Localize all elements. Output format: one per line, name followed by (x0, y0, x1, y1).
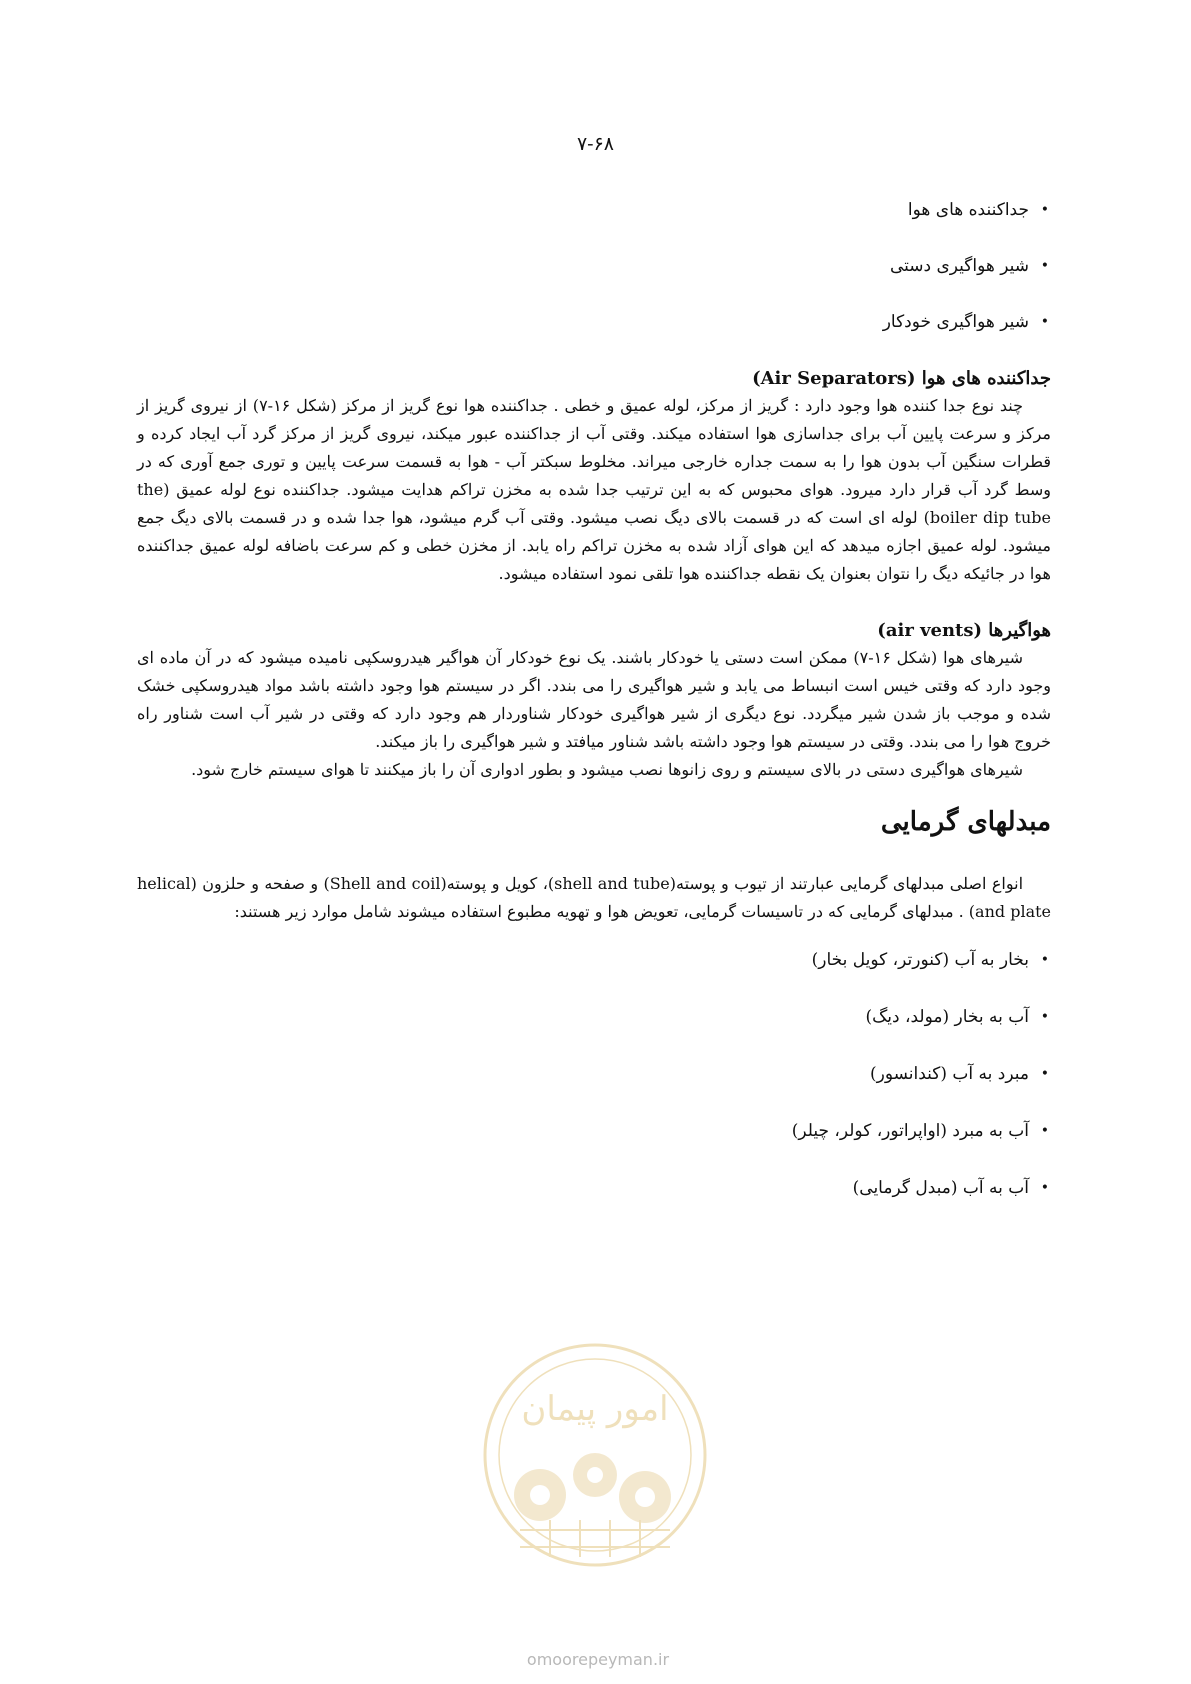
air-vents-paragraph: شیرهای هوا (شکل ۱۶-۷) ممکن است دستی یا خودکار باشند. یک نوع خودکار آن هواگیر هیدروسکپی نامیده میشود که در آن ماده ای وجود دارد که وقتی خیس است انبساط می یابد و شیر هواگیری را می بندد. اگر در سیستم هوا وجود داشته باشد مواد هیدروسکپی خشک شده و موجب باز شدن شیر میگردد. نوع دیگری از شیر هواگیری خودکار شناوردار هم وجود دارد که وقتی در شیر آب است شناور راه خروج هوا را می بندد. وقتی در سیستم هوا وجود داشته باشد شناور میافتد و شیر هواگیری را باز میکند. (137, 648, 1051, 751)
heat-exchanger-types-list (137, 948, 1051, 1200)
watermark-logo (480, 1325, 710, 1665)
watermark-logo-text: امور پیمان (521, 1389, 669, 1429)
page-content (137, 198, 1051, 1233)
air-separators-heading: جداکننده های هوا (Air Separators) (752, 368, 1051, 389)
list-item: • آب به مبرد (اواپراتور، کولر، چیلر) (137, 1119, 1051, 1143)
list-item: • آب به آب (مبدل گرمایی) (137, 1176, 1051, 1200)
heat-exchangers-heading: مبدلهای گرمایی (880, 807, 1051, 837)
list-item: • بخار به آب (کنورتر، کویل بخار) (137, 948, 1051, 972)
list-item: • شیر هواگیری دستی (137, 254, 1051, 278)
intro-bullet-list (137, 198, 1051, 334)
list-item: • مبرد به آب (کندانسور) (137, 1062, 1051, 1086)
list-item: • شیر هواگیری خودکار (137, 310, 1051, 334)
air-separators-paragraph: چند نوع جدا کننده هوا وجود دارد : گریز از مرکز، لوله عمیق و خطی . جداکننده هوا نوع گریز از مرکز (شکل ۱۶-۷) از نیروی گریز از مرکز و سرعت پایین آب برای جداسازی هوا استفاده میکند. وقتی آب از جداکننده عبور میکند، نیروی گریز از مرکز گرد آب ایجاد کرده و قطرات سنگین آب بدون هوا را به سمت جداره خارجی میراند. مخلوط سبکتر آب - هوا به قسمت سرعت پایین و توری جمع آوری که در وسط گرد آب قرار دارد میرود. هوای محبوس که به این ترتیب جدا شده به مخزن تراکم هدایت میشود. جداکننده نوع لوله عمیق (the boiler dip tube) لوله ای است که در قسمت بالای دیگ نصب میشود. وقتی آب گرم میشود، هوا جدا شده و در قسمت بالای دیگ جمع میشود. لوله عمیق اجازه میدهد که این هوای آزاد شده به مخزن تراکم راه یابد. از مخزن خطی و کم سرعت باضافه لوله عمیق جداکننده هوا در جائیکه دیگ را نتوان بعنوان یک نقطه جداکننده هوا تلقی نمود استفاده میشود. (137, 396, 1051, 583)
air-vents-heading: هواگیرها (air vents) (877, 620, 1051, 641)
watermark-url: omoorepeyman.ir (526, 1650, 670, 1669)
air-vents-paragraph-2: شیرهای هواگیری دستی در بالای سیستم و روی زانوها نصب میشود و بطور ادواری آن را باز میکنند تا هوای سیستم خارج شود. (191, 760, 1023, 779)
list-item: • آب به بخار (مولد، دیگ) (137, 1005, 1051, 1029)
page-number: ۷-۶۸ (576, 133, 615, 155)
list-item: • جداکننده های هوا (137, 198, 1051, 222)
heat-exchangers-paragraph: انواع اصلی مبدلهای گرمایی عبارتند از تیوب و پوسته(shell and tube)، کویل و پوسته(Shell and coil) و صفحه و حلزون (helical and plate) . مبدلهای گرمایی که در تاسیسات گرمایی، تعویض هوا و تهویه مطبوع استفاده میشوند شامل موارد زیر هستند: (137, 874, 1051, 921)
